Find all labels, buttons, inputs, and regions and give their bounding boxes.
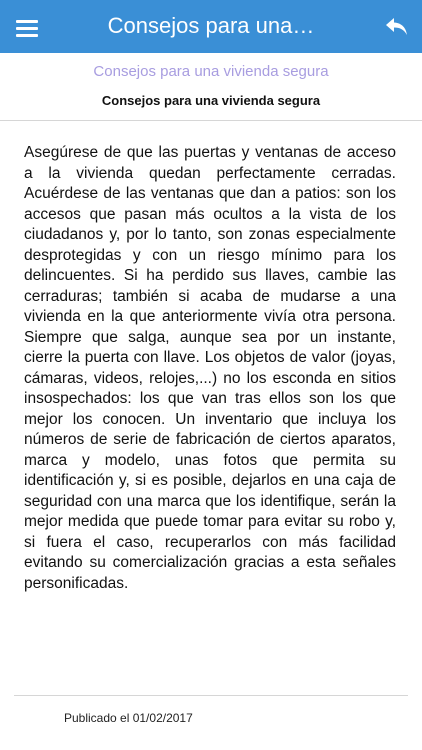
page-title: Consejos para una… — [107, 13, 315, 38]
back-arrow-icon[interactable] — [384, 14, 410, 40]
category-link[interactable]: Consejos para una vivienda segura — [93, 63, 329, 80]
hamburger-menu-icon[interactable] — [14, 14, 40, 40]
footer-divider — [14, 695, 408, 696]
article-title: Consejos para una vivienda segura — [101, 93, 321, 108]
top-app-bar — [0, 0, 422, 53]
article-body: Asegúrese de que las puertas y ventanas de acceso a la vivienda quedan perfectamente cerradas. Acuérdese de las ventanas que dan a patios: son los accesos que pasan más ocultos a la vista de los ciudadanos y, por lo tanto, son zonas especialmente desprotegidas y con un riesgo mínimo para los delincuentes. Si ha perdido sus llaves, cambie las cerraduras; también si acaba de mudarse a una vivienda en la que anteriormente vivía otra persona. Siempre que salga, aunque sea por un instante, cierre la puerta con llave. Los objetos de valor (joyas, cámaras, videos, relojes,...) no los esconda en sitios insospechados: los que van tras ellos son los que mejor los conocen. Un inventario que incluya los números de serie de fabricación de ciertos aparatos, marca y modelo, unas fotos que permita su identificación y, si es posible, dejarlos en una caja de seguridad con una marca que los identifique, serán la mejor medida que puede tomar para evitar su robo y, si fuera el caso, recuperarlos con más facilidad evitando su comercialización gracias a esta señales personificadas. — [24, 144, 396, 592]
published-date: Publicado el 01/02/2017 — [64, 711, 193, 725]
header-divider — [0, 120, 422, 121]
